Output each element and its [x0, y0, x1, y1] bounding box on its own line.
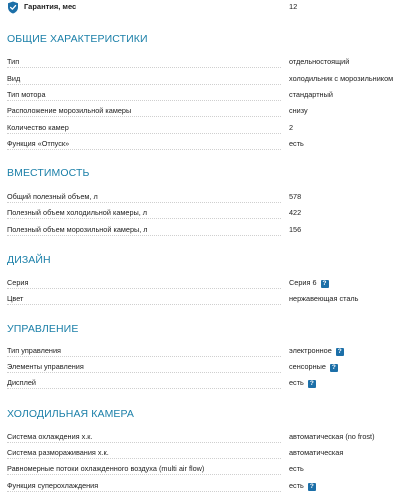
spec-row: [7, 278, 393, 290]
row-divider: [7, 100, 281, 101]
row-divider: [7, 458, 281, 459]
spec-row: [7, 57, 393, 69]
spec-value-with-help: [289, 362, 338, 372]
spec-key: Расположение морозильной камеры: [7, 106, 132, 115]
spec-value-with-help: [289, 378, 316, 388]
row-divider: [7, 84, 281, 85]
row-divider: [7, 116, 281, 117]
spec-value: снизу: [289, 106, 308, 115]
warranty-label: Гарантия, мес: [24, 2, 77, 11]
spec-key: Функция суперохлаждения: [7, 481, 99, 490]
spec-value: отдельностоящий: [289, 57, 350, 66]
spec-row: [7, 225, 393, 237]
spec-value: Серия 6: [289, 278, 317, 287]
spec-row: [7, 208, 393, 220]
help-icon[interactable]: ?: [336, 348, 344, 356]
spec-row: [7, 346, 393, 358]
spec-row: [7, 74, 393, 86]
spec-key: Дисплей: [7, 378, 37, 387]
spec-key: Система охлаждения х.к.: [7, 432, 93, 441]
help-icon[interactable]: ?: [321, 280, 329, 288]
spec-key: Равномерные потоки охлажденного воздуха (multi air flow): [7, 464, 205, 473]
spec-value-with-help: [289, 346, 344, 356]
spec-value-with-help: [289, 278, 329, 288]
spec-key: Тип мотора: [7, 90, 46, 99]
section-title-capacity: ВМЕСТИМОСТЬ: [7, 167, 90, 179]
row-divider: [7, 202, 281, 203]
spec-key: Вид: [7, 74, 21, 83]
spec-row: [7, 123, 393, 135]
spec-value: стандартный: [289, 90, 333, 99]
section-title-design: ДИЗАЙН: [7, 254, 51, 266]
row-divider: [7, 442, 281, 443]
warranty-value: 12: [289, 2, 298, 11]
row-divider: [7, 67, 281, 68]
spec-row: [7, 139, 393, 151]
spec-value: есть: [289, 481, 304, 490]
spec-value: 156: [289, 225, 302, 234]
help-icon[interactable]: ?: [330, 364, 338, 372]
row-divider: [7, 356, 281, 357]
spec-row: [7, 464, 393, 476]
spec-key: Тип: [7, 57, 20, 66]
section-title-fridge-chamber: ХОЛОДИЛЬНАЯ КАМЕРА: [7, 408, 135, 420]
section-title-general: ОБЩИЕ ХАРАКТЕРИСТИКИ: [7, 33, 148, 45]
spec-key: Тип управления: [7, 346, 61, 355]
spec-key: Количество камер: [7, 123, 69, 132]
row-divider: [7, 304, 281, 305]
row-divider: [7, 235, 281, 236]
warranty-row: [7, 0, 393, 16]
spec-value: сенсорные: [289, 362, 326, 371]
spec-key: Полезный объем морозильной камеры, л: [7, 225, 148, 234]
spec-row: [7, 106, 393, 118]
spec-row: [7, 432, 393, 444]
spec-key: Функция «Отпуск»: [7, 139, 70, 148]
spec-value: нержавеющая сталь: [289, 294, 359, 303]
help-icon[interactable]: ?: [308, 483, 316, 491]
spec-value: автоматическая: [289, 448, 344, 457]
row-divider: [7, 388, 281, 389]
spec-key: Система размораживания х.к.: [7, 448, 109, 457]
spec-row: [7, 362, 393, 374]
spec-key: Общий полезный объем, л: [7, 192, 98, 201]
spec-value: 422: [289, 208, 302, 217]
shield-check-icon: [7, 1, 19, 14]
spec-value: автоматическая (no frost): [289, 432, 375, 441]
spec-key: Серия: [7, 278, 29, 287]
spec-value: есть: [289, 378, 304, 387]
spec-row: [7, 192, 393, 204]
spec-row: [7, 481, 393, 493]
spec-value: есть: [289, 139, 304, 148]
spec-key: Полезный объем холодильной камеры, л: [7, 208, 148, 217]
spec-row: [7, 378, 393, 390]
row-divider: [7, 133, 281, 134]
row-divider: [7, 372, 281, 373]
spec-value: 2: [289, 123, 294, 132]
spec-key: Цвет: [7, 294, 24, 303]
spec-key: Элементы управления: [7, 362, 84, 371]
spec-value: есть: [289, 464, 304, 473]
spec-row: [7, 294, 393, 306]
section-title-controls: УПРАВЛЕНИЕ: [7, 323, 79, 335]
row-divider: [7, 474, 281, 475]
spec-row: [7, 448, 393, 460]
spec-value: холодильник с морозильником: [289, 74, 394, 83]
row-divider: [7, 149, 281, 150]
spec-value-with-help: [289, 481, 316, 491]
help-icon[interactable]: ?: [308, 380, 316, 388]
spec-row: [7, 90, 393, 102]
row-divider: [7, 491, 281, 492]
row-divider: [7, 218, 281, 219]
row-divider: [7, 288, 281, 289]
spec-value: 578: [289, 192, 302, 201]
spec-value: электронное: [289, 346, 332, 355]
